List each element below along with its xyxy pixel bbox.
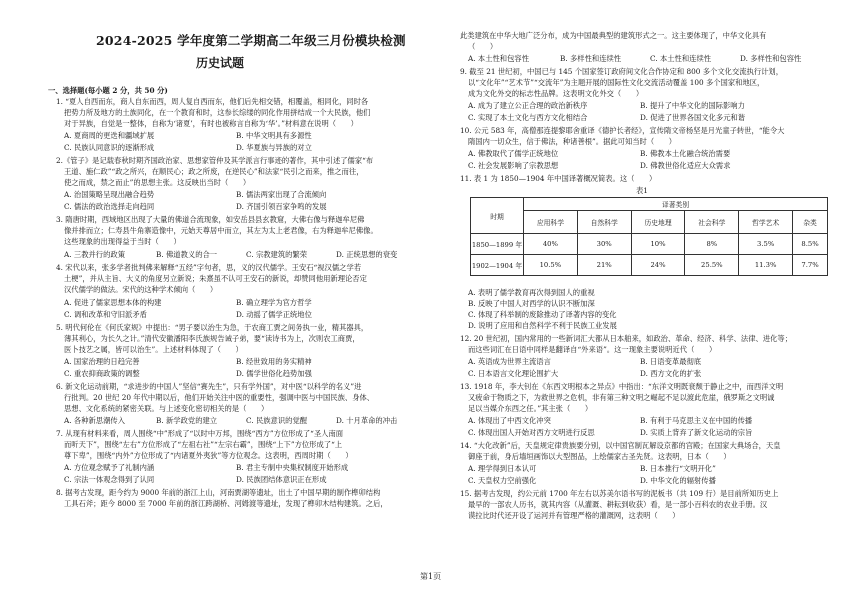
- question-line: 14. “大化改新”后，天皇规定律贵族要分别，以中国官制瓦解设京都的宫殿；在国家大典场合，天皇: [460, 441, 781, 450]
- table-cell: 1902—1904 年: [471, 255, 524, 276]
- answer-option: C. 体现出国人开始对西方文明进行反思: [468, 428, 595, 437]
- question-line: 而这些词汇在日语中同样是翻译自“外来语”。这一现象主要说明近代（ ）: [468, 345, 717, 354]
- question-line: 像并排而立；仁寿县牛角寨造像中，元始天尊居中而立，其左为太上老君像，右为释迦牟尼佛像。: [64, 226, 378, 235]
- question-line: 汉代儒学的做法。宋代的这种学术倾向（ ）: [64, 285, 218, 294]
- answer-option: A. 国家治理的日趋完善: [64, 357, 140, 366]
- answer-option: B. 反映了中国人对西学的认识不断加深: [468, 299, 595, 308]
- question-line: 王道、施仁政”“政之所兴，在顺民心；政之所废，在逆民心”和法家“民引之而来，推之而往，: [64, 167, 364, 176]
- table-cell: 1850—1899 年: [471, 234, 524, 255]
- table-cell: 30%: [577, 234, 631, 255]
- answer-option: A. 促进了儒家思想本体的构建: [64, 298, 162, 307]
- answer-option: A. 英语成为世界主流语言: [468, 357, 551, 366]
- answer-option: C. 宗法一体观念得到了认同: [64, 475, 155, 484]
- question-line: 尊下卑”，围绕“内外”方位形成了“内诸夏外夷狄”等方位观念。这表明，西周时期（ ）: [64, 451, 353, 460]
- answer-option: D. 华夏族与异族的对立: [236, 143, 312, 152]
- question-line: 11. 表 1 为 1850—1904 年中国译著概况简表。这（ ）: [460, 174, 657, 183]
- table-cell: 11.3%: [739, 255, 793, 276]
- question-line: 4. 宋代以来，张多学者批判佛来解释“五经”字句者，思，义的汉代儒学。王安石“视汉儒之学若: [56, 263, 362, 272]
- question-line: 1. “夏人自西而东，商人自东而西，周人复自西而东，他们后先相交错，相覆盖，相同化，同时各: [56, 97, 369, 106]
- answer-option: A. 夏商周的更迭和疆域扩展: [64, 131, 155, 140]
- answer-option: D. 民族团结体意识正在形成: [236, 475, 327, 484]
- answer-option: B. 君主专制中央集权制度开始形成: [236, 463, 349, 472]
- question-line: 思想、文化系统的紧密关联。与上述变化密切相关的是（ ）: [64, 404, 269, 413]
- section-heading: 一、选择题(每小题 2 分，共 50 分): [48, 86, 168, 95]
- answer-option: D. 西方文化的扩张: [640, 369, 702, 378]
- table-column-header: 杂类: [793, 211, 828, 234]
- subject-title: 历史试题: [196, 56, 245, 70]
- table-row: [471, 234, 828, 255]
- answer-option: D. 齐国引领百家争鸣的发展: [236, 202, 327, 211]
- table-cell: 10.5%: [524, 255, 578, 276]
- table-cell: 8.5%: [793, 234, 828, 255]
- answer-option: B. 有利于马克思主义在中国的传播: [640, 416, 753, 425]
- answer-option: A. 三教并行的政策: [64, 250, 125, 259]
- question-line: 此类建筑在中华大地广泛分布，成为中国最典型的建筑形式之一。这主要体现了，中华文化具有: [460, 31, 767, 40]
- answer-option: A. 表明了儒学教育再次得到国人的重视: [468, 288, 595, 297]
- question-line: 成为文化外交的标志性品牌。这表明文化外交（ ）: [468, 89, 644, 98]
- question-line: 土梗”，并从主旨、大义的角度另立新说；朱熹虽不认可王安石的新说，却赞同他用新理论否定: [64, 274, 367, 283]
- answer-option: C. 实现了本土文化与西方文化相结合: [468, 113, 588, 122]
- table-cell: 7.7%: [793, 255, 828, 276]
- answer-option: A. 佛教取代了儒学正统地位: [468, 149, 559, 158]
- question-line: 8. 据考古发现，距今约为 9000 年前的浙江上山，河南贾湖等遗址，出土了中国早期的制作榫卯结构: [56, 488, 381, 497]
- question-line: 足以当媒介东西之任。”其主张（ ）: [468, 404, 593, 413]
- question-line: 13. 1918 年，李大钊在《东西文明根本之异点》中指出：“东洋文明既衰颓于静止之中，而西洋文明: [460, 382, 784, 391]
- answer-option: A. 各种新思潮传入: [64, 416, 125, 425]
- table-cell: 21%: [577, 255, 631, 276]
- table-cell: 25.5%: [685, 255, 739, 276]
- question-line: 而听天下”，围绕“左右”方位形成了“左祖右社”“左宗右霸”，围绕“上下”方位形成了“上: [64, 440, 343, 449]
- question-line: 对于异族，自觉是一整体，自称为‘诸夏’，有时也被称言自称为‘华’。”材料意在说明（ ）: [64, 119, 358, 128]
- answer-option: A. 治国策略呈现出融合趋势: [64, 190, 155, 199]
- answer-option: B. 经世致用的务实精神: [236, 357, 312, 366]
- question-line: 5. 明代何伦在《何氏家规》中提出：“男子要以治生为急，于农商工贾之间务执一业，精其器具，: [56, 323, 369, 332]
- exam-title: 2024-2025 学年度第二学期高二年级三月份模块检测: [96, 33, 406, 48]
- answer-option: A. 理学得到日本认可: [468, 464, 537, 473]
- table-column-header: 哲学艺术: [739, 211, 793, 234]
- table-row: [471, 255, 828, 276]
- translation-table: [470, 197, 828, 276]
- answer-option: B. 儒法两家出现了合流倾向: [236, 190, 327, 199]
- question-line: 3. 隋唐时期，西域地区出现了大量的佛道合流现象，如安岳县县玄教窟，大佛右像与释迦牟尼佛: [56, 215, 365, 224]
- question-line: 12. 20 世纪初，国内常用的一些新词汇大都从日本舶来，如政治、革命、经济、科学、法律、进化等；: [460, 334, 792, 343]
- question-line: 御座于前，身后墙垣画饰以大型图品，上绘儒家古圣先贤。这表明，日本（ ）: [468, 452, 731, 461]
- answer-option: D. 说明了应用和自然科学不利于民族工业发展: [468, 321, 617, 330]
- question-line: 6. 新文化运动前期，“求进步的中国人”坚信“赛先生”，只有学外国”，对中医“以科学的名义”进: [56, 382, 362, 391]
- answer-option: A. 本土性和包容性: [468, 54, 529, 63]
- table-cell: 8%: [685, 234, 739, 255]
- answer-option: C. 重农抑商政策的调整: [64, 369, 140, 378]
- question-line: 医卜技艺之属，皆可以治生”。上述材料体现了（ ）: [64, 345, 243, 354]
- answer-option: B. 中华文明具有多源性: [236, 131, 312, 140]
- question-line: 9. 截至 21 世纪初，中国已与 145 个国家签订政府间文化合作协定和 800 多个文化交流执行计划，: [460, 67, 784, 76]
- table-cell: 3.5%: [739, 234, 793, 255]
- answer-option: B. 佛道教义的合一: [156, 250, 218, 259]
- answer-option: B. 确立理学为官方哲学: [236, 298, 312, 307]
- table-column-header: 社会科学: [685, 211, 739, 234]
- answer-option: C. 本土性和连续性: [650, 54, 712, 63]
- question-line: 隋国内一切众生，信于佛法，种诸善根”。据此可知当时（ ）: [468, 137, 677, 146]
- answer-option: D. 促进了世界各国文化多元和谐: [640, 113, 746, 122]
- answer-option: C. 宗教建筑的繁荣: [246, 250, 308, 259]
- answer-option: B. 提升了中华文化的国际影响力: [640, 101, 745, 110]
- question-line: 最早的一部农人历书，就其内容（从灌溉、耕耘到收获）看，是一部小百科农的农业手册。汉: [468, 500, 768, 509]
- answer-option: C. 调和改革和守旧派矛盾: [64, 310, 147, 319]
- table-cell: 10%: [631, 234, 685, 255]
- answer-option: D. 中华文化的辐射传播: [640, 476, 716, 485]
- answer-option: B. 多样性和连续性: [560, 54, 622, 63]
- answer-option: D. 儒学世俗化趋势加强: [236, 369, 312, 378]
- answer-option: D. 多样性和包容性: [740, 54, 802, 63]
- answer-option: C. 日本语言文化理论围扩大: [468, 369, 559, 378]
- question-line: 把势力所及地方的土族同化，在一个教育和时，这参长综缕的同化作用拼结成一个大民族，他们: [64, 108, 371, 117]
- answer-option: D. 实质上背弃了新文化运动的宗旨: [640, 428, 753, 437]
- answer-option: A. 成为了建立公正合理的政治新秩序: [468, 101, 588, 110]
- question-line: 7. 从现有材料来看，周人围绕“中”形成了“以时中万邦，围绕“西方”方位形成了“圣人南面: [56, 429, 344, 438]
- question-line: 工具石斧；距今 8000 至 7000 年前的浙江跨湖桥、河姆渡等遗址，发现了榫卯木结构建筑。之后，: [64, 499, 388, 508]
- question-line: 10. 公元 583 年，高僧那连提黎耶舍重译《德护长者经》，宣传隋文帝杨坚是月光童子转世，“能令大: [460, 126, 785, 135]
- page-number: 第1页: [420, 572, 442, 581]
- answer-option: B. 日语变革最彻底: [640, 357, 702, 366]
- table-column-header: 历史地理: [631, 211, 685, 234]
- question-line: 2.《管子》是记载春秋时期齐国政治家、思想家管仲及其学派言行事迹的著作，其中引述了儒家“布: [56, 156, 374, 165]
- question-line: 谟拉比时代还开设了运河并有管理严格的灌溉网，这表明（ ）: [468, 511, 680, 520]
- answer-option: B. 日本推行“文明开化”: [640, 464, 716, 473]
- question-line: 这些现象的出现得益于当时（ ）: [64, 237, 181, 246]
- question-line: 行批判。20 世纪 20 年代中期以后，他们开始关注中医的重要性，强调中医与中国民族、身体、: [64, 393, 375, 402]
- question-line: 又疲命于物质之下，为救世界之危机，非有第三种文明之崛起不足以渡此危崖，俄罗斯之文明诚: [468, 393, 775, 402]
- answer-option: C. 民族意识的觉醒: [246, 416, 308, 425]
- answer-option: D. 十月革命的冲击: [336, 416, 398, 425]
- table-cell: 24%: [631, 255, 685, 276]
- answer-option: B. 佛教本土化融合统治需要: [640, 149, 731, 158]
- table-row-header: 时期: [471, 198, 524, 234]
- answer-option: D. 动摇了儒学正统地位: [236, 310, 312, 319]
- answer-option: B. 新学政党的建立: [156, 416, 218, 425]
- question-line: （ ）: [468, 42, 498, 51]
- question-line: 15. 据考古发现，约公元前 1700 年左右以苏美尔语书写的泥板书（共 109 行）是目前所知历史上: [460, 489, 779, 498]
- answer-option: A. 方位观念赋予了礼制内涵: [64, 463, 155, 472]
- answer-option: D. 佛教世俗化适应大众需求: [640, 161, 731, 170]
- table-group-header: 译著类别: [524, 198, 828, 211]
- table-column-header: 自然科学: [577, 211, 631, 234]
- answer-option: C. 体现了科举制的废除推动了译著内容的变化: [468, 310, 617, 319]
- answer-option: C. 社会发展影响了宗教思想: [468, 161, 559, 170]
- question-line: 薄其利心，为长久之计。”清代安徽潘阳李氏族规告诫子弟，要“读诗书为上，次则农工商贾，: [64, 334, 360, 343]
- table-column-header: 应用科学: [524, 211, 578, 234]
- question-line: 以“文化年”“艺术节”“交流年”为主题开展的国际性文化交流活动覆盖 100 多个国家和地区，: [468, 78, 765, 87]
- answer-option: C. 民族认同意识的逐渐形成: [64, 143, 155, 152]
- answer-option: A. 体现出了中西文化冲突: [468, 416, 551, 425]
- table-caption: 表1: [636, 186, 648, 195]
- question-line: 使之而成，禁之而止”的思想主张。这反映出当时（ ）: [64, 178, 251, 187]
- answer-option: C. 儒法的政治选择走向趋同: [64, 202, 155, 211]
- answer-option: D. 正统思想的衰变: [336, 250, 398, 259]
- table-cell: 40%: [524, 234, 578, 255]
- answer-option: C. 天皇权力空前强化: [468, 476, 537, 485]
